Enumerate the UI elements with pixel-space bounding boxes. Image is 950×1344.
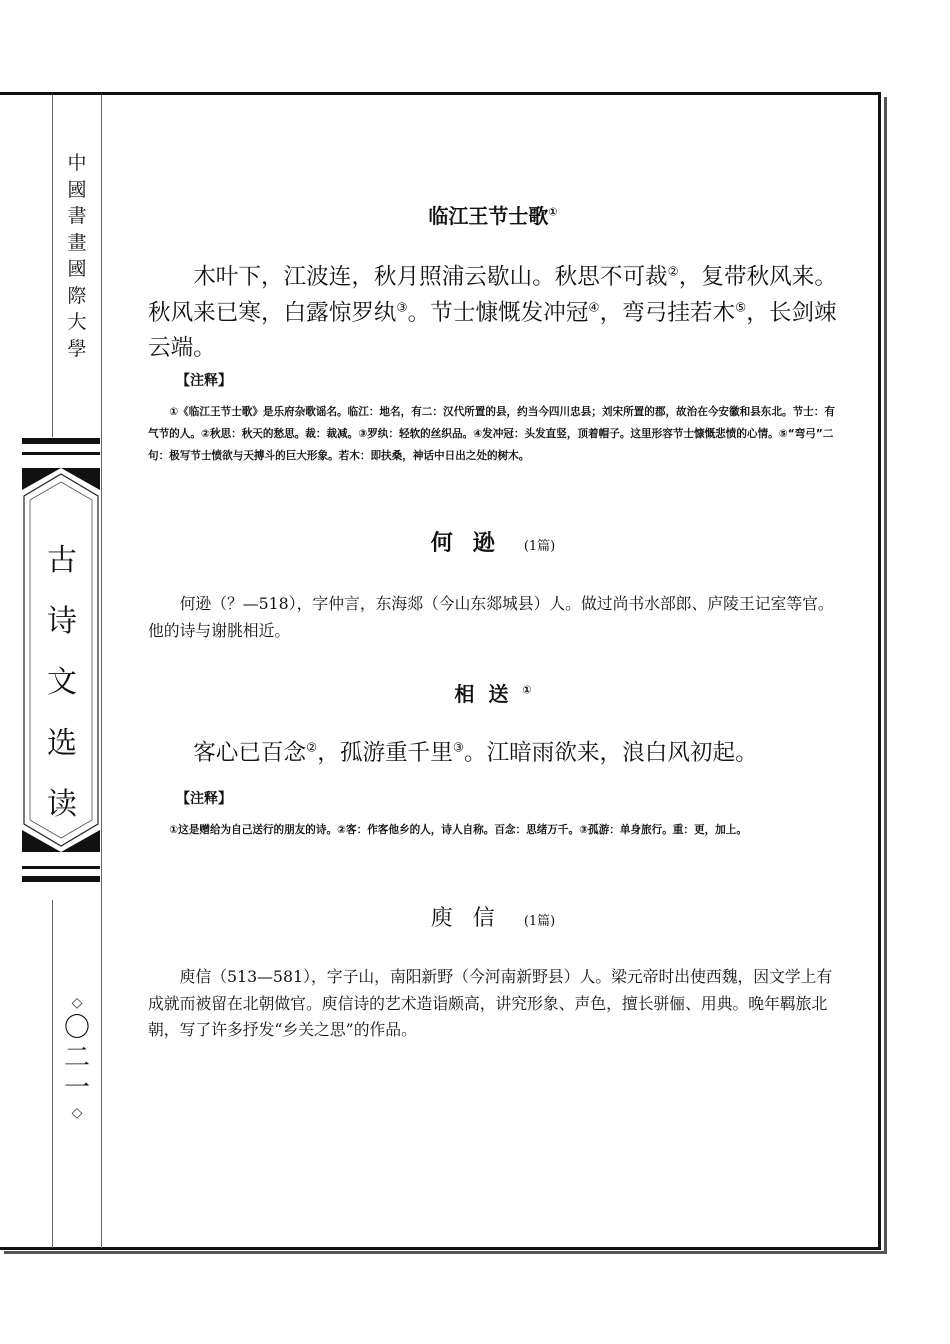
author-name: 何逊	[430, 531, 515, 556]
poem-count: (1篇)	[523, 539, 556, 554]
author-bio: 庾信（513—581），字子山，南阳新野（今河南新野县）人。梁元帝时出使西魏，因文学上有成就而被留在北朝做官。庾信诗的艺术造诣颇高，讲究形象、声色，擅长骈俪、用典。晚年羁旅北朝，写了许多抒发“乡关之思”的作品。	[148, 967, 833, 1039]
page-number-char: 一	[63, 1073, 90, 1103]
page-number-block	[62, 993, 92, 1123]
footnote-mark: ⑤	[735, 298, 747, 314]
diamond-icon: ◇	[71, 1105, 83, 1121]
footnote-mark: ④	[588, 298, 600, 314]
badge-bar-bottom-thin	[22, 866, 100, 869]
poem-title: 相送①	[454, 682, 532, 706]
poem-text: 客心已百念	[193, 740, 307, 766]
footnote-mark: ②	[667, 263, 679, 279]
badge-top-ornament	[22, 468, 100, 490]
notes-text: ①《临江王节士歌》是乐府杂歌谣名。临江：地名，有二：汉代所置的县，约当今四川忠县；刘宋所置的郡，故治在今安徽和县东北。节士：有气节的人。②秋思：秋天的愁思。裁：裁减。③罗纨：轻软的丝织品。④发冲冠：头发直竖，顶着帽子。这里形容节士慷慨悲愤的心情。⑤“弯弓”二句：极写节士愤欲与天搏斗的巨大形象。若木：即扶桑，神话中日出之处的树木。	[148, 406, 835, 462]
page-number-char: 二	[63, 1043, 90, 1073]
poem-text: 木叶下，江波连，秋月照浦云歇山。秋思不可裁	[193, 264, 668, 290]
poem-count: (1篇)	[523, 914, 556, 929]
notes-label: 【注释】	[176, 791, 232, 807]
poem-text: ，弯弓挂若木	[599, 299, 736, 326]
author-heading	[148, 901, 838, 932]
badge-bar-top-thin	[22, 452, 100, 455]
author-name: 庾信	[430, 906, 515, 931]
notes-text: ①这是赠给为自己送行的朋友的诗。②客：作客他乡的人，诗人自称。百念：思绪万千。③孤游：单身旅行。重：更，加上。	[169, 824, 747, 836]
school-name: 中國書畫國際大學	[67, 152, 87, 360]
poem-text: ，长剑竦云端。	[148, 299, 837, 361]
notes-label: 【注释】	[176, 373, 232, 389]
footnote-mark: ②	[306, 739, 318, 755]
book-title: 古诗文选读	[47, 543, 77, 822]
badge-bar-top	[22, 438, 100, 444]
footnote-mark: ③	[396, 298, 408, 314]
poem-text: ，复带秋风来。秋风来已寒，白露惊罗纨	[148, 264, 837, 326]
poem-text: 。节士慷慨发冲冠	[407, 299, 589, 326]
poem-text: ，孤游重千里	[317, 740, 453, 766]
page-number	[62, 1013, 92, 1103]
poem-body	[148, 736, 838, 772]
footnote-mark: ③	[452, 739, 464, 755]
poem-body	[148, 260, 838, 367]
page-number-char: 〇	[63, 1013, 90, 1043]
author-heading	[148, 526, 838, 557]
sidebar-line-left	[52, 95, 53, 437]
poem-title: 临江王节士歌①	[428, 204, 558, 228]
badge-bar-bottom	[22, 876, 100, 882]
author-bio: 何逊（？—518），字仲言，东海郯（今山东郯城县）人。做过尚书水部郎、庐陵王记室等官。他的诗与谢朓相近。	[148, 594, 834, 640]
diamond-icon: ◇	[71, 995, 83, 1011]
sidebar-line-left-lower	[52, 900, 53, 1248]
sidebar-line-right	[101, 95, 102, 1248]
poem-text: 。江暗雨欲来，浪白风初起。	[464, 740, 758, 766]
